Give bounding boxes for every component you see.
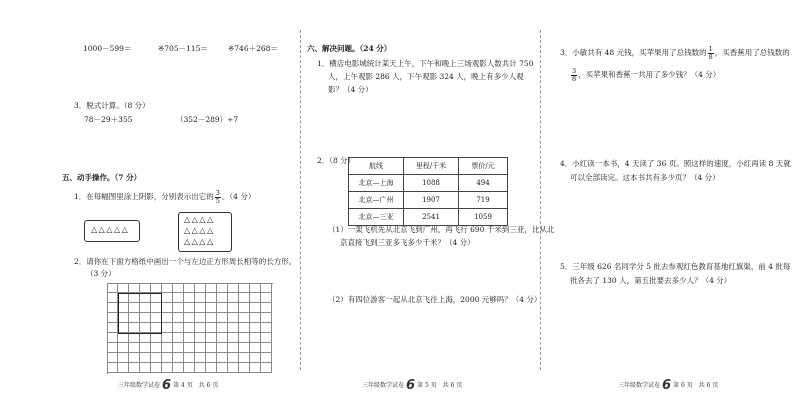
grid-cell[interactable] [206,283,217,293]
grid-cell[interactable] [206,313,217,323]
grid-cell[interactable] [140,353,151,363]
fraction-denominator: 8 [708,52,713,61]
grid-cell[interactable] [184,343,195,353]
grid-cell[interactable] [173,303,184,313]
grid-cell[interactable] [195,323,206,333]
grid-cell[interactable] [118,353,129,363]
table-cell: 719 [459,192,508,209]
table-row [349,175,508,192]
grid-cell[interactable] [239,313,250,323]
grid-cell[interactable] [107,353,118,363]
grid-cell[interactable] [151,363,162,373]
calc-item-3: ※746＋268＝ [228,44,278,53]
page-6-column [540,0,800,415]
grid-cell[interactable] [217,313,228,323]
grid-cell[interactable] [261,353,272,363]
grid-cell[interactable] [250,313,261,323]
grid-cell[interactable] [206,323,217,333]
given-square [118,293,162,334]
grid-cell[interactable] [228,353,239,363]
grid-cell[interactable] [173,363,184,373]
q2-prompt-line-2: （3 分） [86,269,116,278]
grid-cell[interactable] [217,333,228,343]
fraction-three-fifths [215,190,221,204]
grid-cell[interactable] [107,363,118,373]
grid-cell[interactable] [261,333,272,343]
page-5-column [300,0,555,415]
page-5-footer [362,378,462,394]
grid-cell[interactable] [151,283,162,293]
grid-cell[interactable] [140,333,151,343]
p3-q3-line-1 [560,46,790,60]
grid-cell[interactable] [173,283,184,293]
section-5-title: 五、动手操作。（7 分） [62,173,142,182]
grid-cell[interactable] [228,303,239,313]
grid-cell[interactable] [118,333,129,343]
fraction-denominator: 8 [572,74,577,83]
grid-cell[interactable] [228,283,239,293]
p2-q2-label: 2．（8 分） [317,156,356,165]
grid-cell[interactable] [228,293,239,303]
p3-q3-prefix: 3．小敏共有 48 元钱，买苹果用了总钱数的 [560,48,707,57]
grid-cell[interactable] [195,303,206,313]
grid-cell[interactable] [250,353,261,363]
grid-cell[interactable] [140,363,151,373]
q2-prompt-line-1: 2．请你在下面方格纸中画出一个与左边正方形周长相等的长方形。 [74,257,297,266]
table-cell: 1907 [404,192,459,209]
grid-cell[interactable] [217,303,228,313]
grid-cell[interactable] [107,303,118,313]
table-cell: 494 [459,175,508,192]
table-header-cell: 航线 [349,158,404,175]
grid-cell[interactable] [129,333,140,343]
p2-q1-line-1: 1．横店电影城统计某天上午，下午和晚上三场观影人数共计 750 [317,59,534,68]
grid-cell[interactable] [206,303,217,313]
grid-cell[interactable] [261,313,272,323]
grid-cell[interactable] [162,313,173,323]
p3-q3-middle: ，买香蕉用了总钱数的 [714,48,790,57]
triangle-figure-small[interactable] [84,220,140,242]
grid-cell[interactable] [206,333,217,343]
footer-page-number: 第 5 页 共 6 页 [417,382,463,389]
grid-cell[interactable] [217,343,228,353]
table-header-cell: 票价/元 [459,158,508,175]
table-cell: 2541 [404,209,459,226]
grid-cell[interactable] [162,353,173,363]
table-header-cell: 里程/千米 [404,158,459,175]
grid-cell[interactable] [184,323,195,333]
grid-cell[interactable] [228,363,239,373]
p2-q2a-line-1: （1）一架飞机先从北京飞到广州，再飞行 690 千米到三亚，比从北 [328,225,555,234]
grid-cell[interactable] [239,283,250,293]
grid-cell[interactable] [173,353,184,363]
page-4-footer [118,378,218,394]
p2-q2a-line-2: 京直接飞到三亚多飞多少千米？（4 分） [340,238,475,247]
grid-cell[interactable] [261,323,272,333]
table-row [349,192,508,209]
grid-cell[interactable] [173,343,184,353]
grid-cell[interactable] [107,283,118,293]
p3-q4-line-1: 4．小红读一本书，4 天读了 36 页。照这样的速度，小红再读 8 天就 [560,159,791,168]
p3-q3-suffix: ，买苹果和香蕉一共用了多少钱？（4 分） [578,70,721,79]
grid-cell[interactable] [261,293,272,303]
calc-item-1: 1000－599＝ [83,44,132,53]
grid-cell[interactable] [184,303,195,313]
grid-cell[interactable] [162,283,173,293]
table-cell: 北京—广州 [349,192,404,209]
fraction-three-eighths [571,68,577,82]
grid-cell[interactable] [261,303,272,313]
flight-routes-table [348,157,508,226]
p2-q1-line-2: 人，上午观影 286 人，下午观影 324 人，晚上有多少人观 [328,72,524,81]
footer-title: 三年级数学试卷 [618,382,661,389]
grid-cell[interactable] [195,353,206,363]
p2-q2b-line-1: （2）有四位游客一起从北京飞往上海，2000 元够吗？（4 分） [328,295,542,304]
grid-cell[interactable] [217,283,228,293]
grid-cell[interactable] [195,293,206,303]
grid-cell[interactable] [173,333,184,343]
p2-q1-line-3: 影？（4 分） [328,85,373,94]
footer-grade-number: 6 [406,378,416,393]
grid-cell[interactable] [118,363,129,373]
grid-cell[interactable] [184,293,195,303]
footer-title: 三年级数学试卷 [362,382,405,389]
grid-cell[interactable] [250,293,261,303]
triangle-figure-large[interactable] [178,212,232,252]
grid-cell[interactable] [162,363,173,373]
grid-cell[interactable] [195,283,206,293]
table-cell: 1088 [404,175,459,192]
grid-cell[interactable] [140,343,151,353]
footer-page-number: 第 6 页 共 6 页 [673,382,719,389]
grid-cell[interactable] [239,323,250,333]
grid-cell[interactable] [239,333,250,343]
footer-grade-number: 6 [662,378,672,393]
grid-cell[interactable] [217,363,228,373]
table-cell: 北京—三亚 [349,209,404,226]
grid-cell[interactable] [129,343,140,353]
grid-cell[interactable] [107,343,118,353]
grid-cell[interactable] [184,363,195,373]
grid-cell[interactable] [129,363,140,373]
grid-cell[interactable] [151,353,162,363]
p3-q5-line-2: 批各去了 130 人，第五批要去多少人？（4 分） [570,276,732,285]
grid-cell[interactable] [184,313,195,323]
fraction-numerator: 3 [572,67,577,75]
grid-cell[interactable] [217,353,228,363]
table-row [349,209,508,226]
grid-cell[interactable] [228,313,239,323]
q1-suffix: 。（4 分） [221,192,256,201]
grid-cell[interactable] [250,323,261,333]
table-cell: 1059 [459,209,508,226]
grid-cell[interactable] [195,343,206,353]
grid-cell[interactable] [228,333,239,343]
footer-grade-number: 6 [162,378,172,393]
grid-cell[interactable] [195,363,206,373]
grid-cell[interactable] [217,293,228,303]
grid-cell[interactable] [184,333,195,343]
grid-cell[interactable] [228,343,239,353]
table-header-row [349,158,508,175]
grid-cell[interactable] [162,323,173,333]
grid-cell[interactable] [151,333,162,343]
grid-cell[interactable] [250,343,261,353]
grid-cell[interactable] [228,323,239,333]
grid-cell[interactable] [261,343,272,353]
grid-cell[interactable] [118,343,129,353]
page-6-footer [618,378,718,394]
grid-cell[interactable] [250,333,261,343]
grid-cell[interactable] [250,283,261,293]
grid-cell[interactable] [261,283,272,293]
grid-cell[interactable] [217,323,228,333]
grid-cell[interactable] [195,313,206,323]
grid-cell[interactable] [184,353,195,363]
grid-cell[interactable] [162,333,173,343]
grid-cell[interactable] [107,323,118,333]
grid-cell[interactable] [173,323,184,333]
grid-cell[interactable] [129,283,140,293]
fraction-numerator: 1 [708,45,713,53]
calc-item-2: ※705－115＝ [158,44,208,53]
grid-cell[interactable] [107,293,118,303]
grid-cell[interactable] [250,303,261,313]
grid-cell[interactable] [151,343,162,353]
grid-cell[interactable] [206,363,217,373]
table-cell: 北京—上海 [349,175,404,192]
grid-cell[interactable] [140,283,151,293]
grid-cell[interactable] [162,293,173,303]
grid-cell[interactable] [239,293,250,303]
grid-cell[interactable] [173,293,184,303]
q3-title: 3．脱式计算。（8 分） [74,101,150,110]
grid-cell[interactable] [195,333,206,343]
grid-cell[interactable] [239,353,250,363]
grid-cell[interactable] [239,363,250,373]
p3-q3-line-2 [570,68,720,82]
grid-cell[interactable] [206,343,217,353]
p3-q5-line-1: 5．三年级 626 名同学分 5 批去参观红色教育基地红旗渠，前 4 批每 [560,262,791,271]
footer-page-number: 第 4 页 共 6 页 [173,382,219,389]
p3-q4-line-2: 可以全部读完。这本书共有多少页？（4 分） [570,173,720,182]
grid-cell[interactable] [184,283,195,293]
grid-cell[interactable] [162,343,173,353]
grid-cell[interactable] [206,353,217,363]
triangle-row: △△△△ [184,237,215,246]
footer-title: 三年级数学试卷 [118,382,161,389]
grid-cell[interactable] [118,283,129,293]
page-4-column [0,0,300,415]
triangle-row: △△△△ [184,215,215,224]
grid-cell[interactable] [162,303,173,313]
grid-cell[interactable] [206,293,217,303]
grid-cell[interactable] [239,343,250,353]
fraction-one-eighth [708,46,714,60]
grid-cell[interactable] [173,313,184,323]
triangle-row: △△△△△ [91,225,130,234]
fraction-numerator: 3 [215,189,220,197]
grid-cell[interactable] [107,313,118,323]
grid-cell[interactable] [129,353,140,363]
q3-expression-2: （352－289）÷7 [176,115,239,124]
q1-prefix: 1．在每幅图里涂上阴影，分别表示出它的 [74,192,214,201]
grid-cell[interactable] [107,333,118,343]
q1-prompt [74,190,255,204]
grid-cell[interactable] [250,363,261,373]
q3-expression-1: 78－29＋355 [84,115,133,124]
grid-cell[interactable] [239,303,250,313]
fraction-denominator: 5 [215,196,220,205]
triangle-row: △△△△ [184,226,215,235]
grid-cell[interactable] [261,363,272,373]
section-6-title: 六、解决问题。（24 分） [307,44,392,53]
